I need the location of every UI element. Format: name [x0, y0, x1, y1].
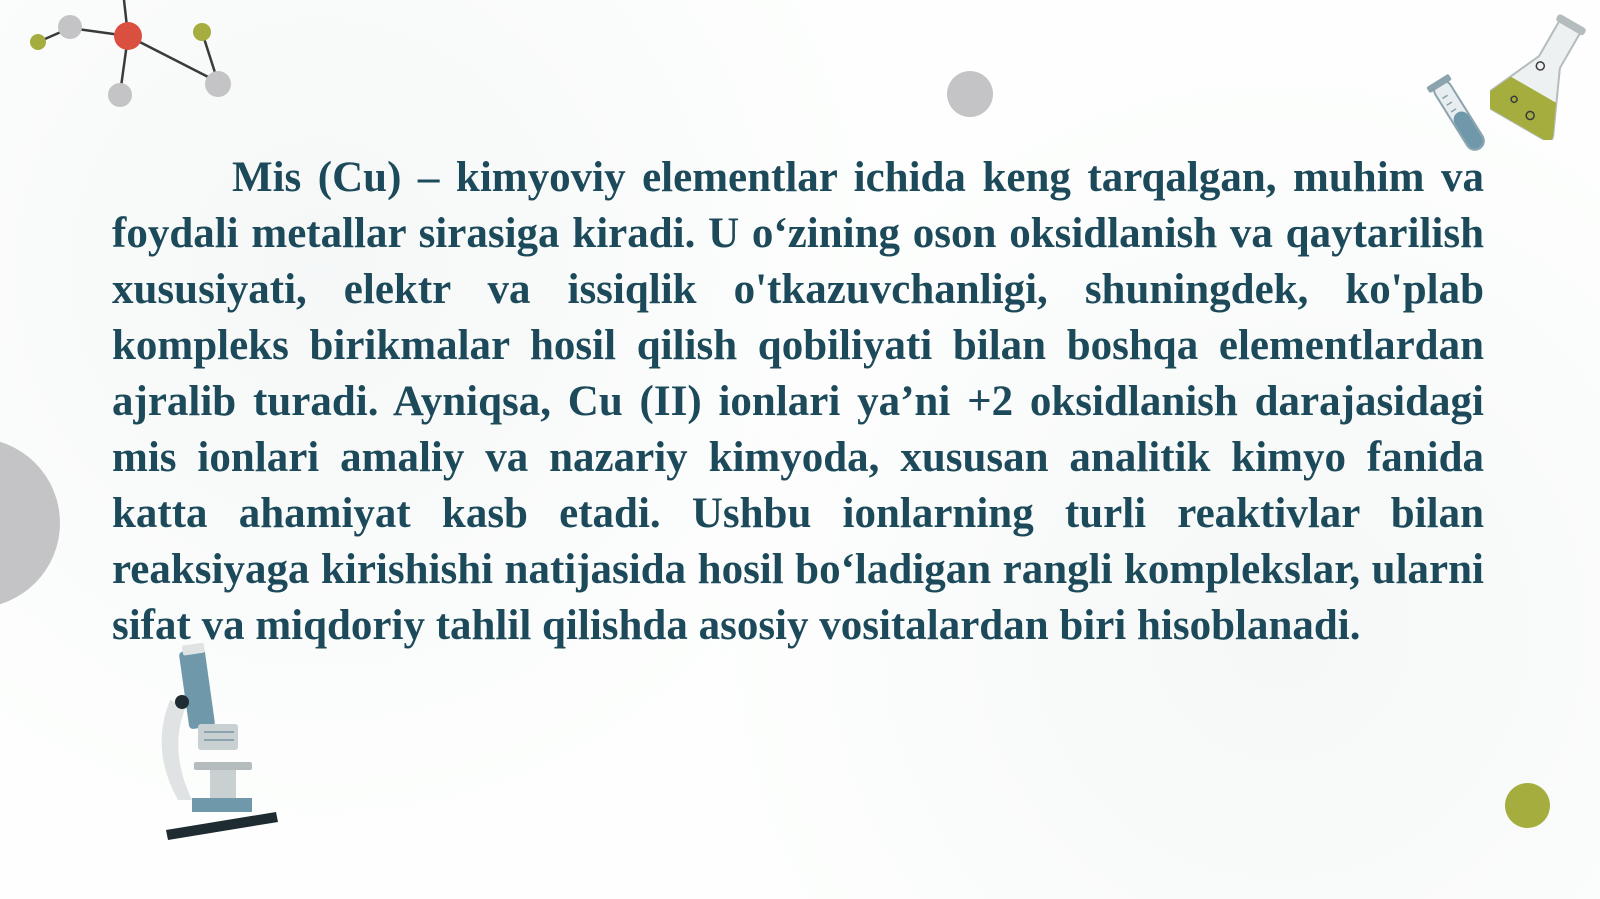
gray-dot-decoration [947, 71, 993, 117]
molecule-icon [20, 0, 250, 115]
test-tube-icon [1425, 72, 1495, 162]
gray-half-circle-decoration [0, 438, 60, 608]
flask-icon [1490, 10, 1595, 140]
microscope-icon [148, 640, 283, 850]
olive-dot-decoration [1505, 783, 1550, 828]
body-paragraph: Mis (Cu) – kimyoviy elementlar ichida keng tarqalgan, muhim va foydali metallar sirasiga kiradi. U o‘zining oson oksidlanish va qaytarilish xususiyati, elektr va issiqlik o'tkazuvchanligi, shuningdek, ko'plab kompleks birikmalar hosil qilish qobiliyati bilan boshqa elementlardan ajralib turadi. Ayniqsa, Cu (II) ionlari ya’ni +2 oksidlanish darajasidagi mis ionlari amaliy va nazariy kimyoda, xususan analitik kimyo fanida katta ahamiyat kasb etadi. Ushbu ionlarning turli reaktivlar bilan reaksiyaga kirishishi natijasida hosil bo‘ladigan rangli komplekslar, ularni sifat va miqdoriy tahlil qilishda asosiy vositalardan biri hisoblanadi. [112, 154, 1484, 649]
